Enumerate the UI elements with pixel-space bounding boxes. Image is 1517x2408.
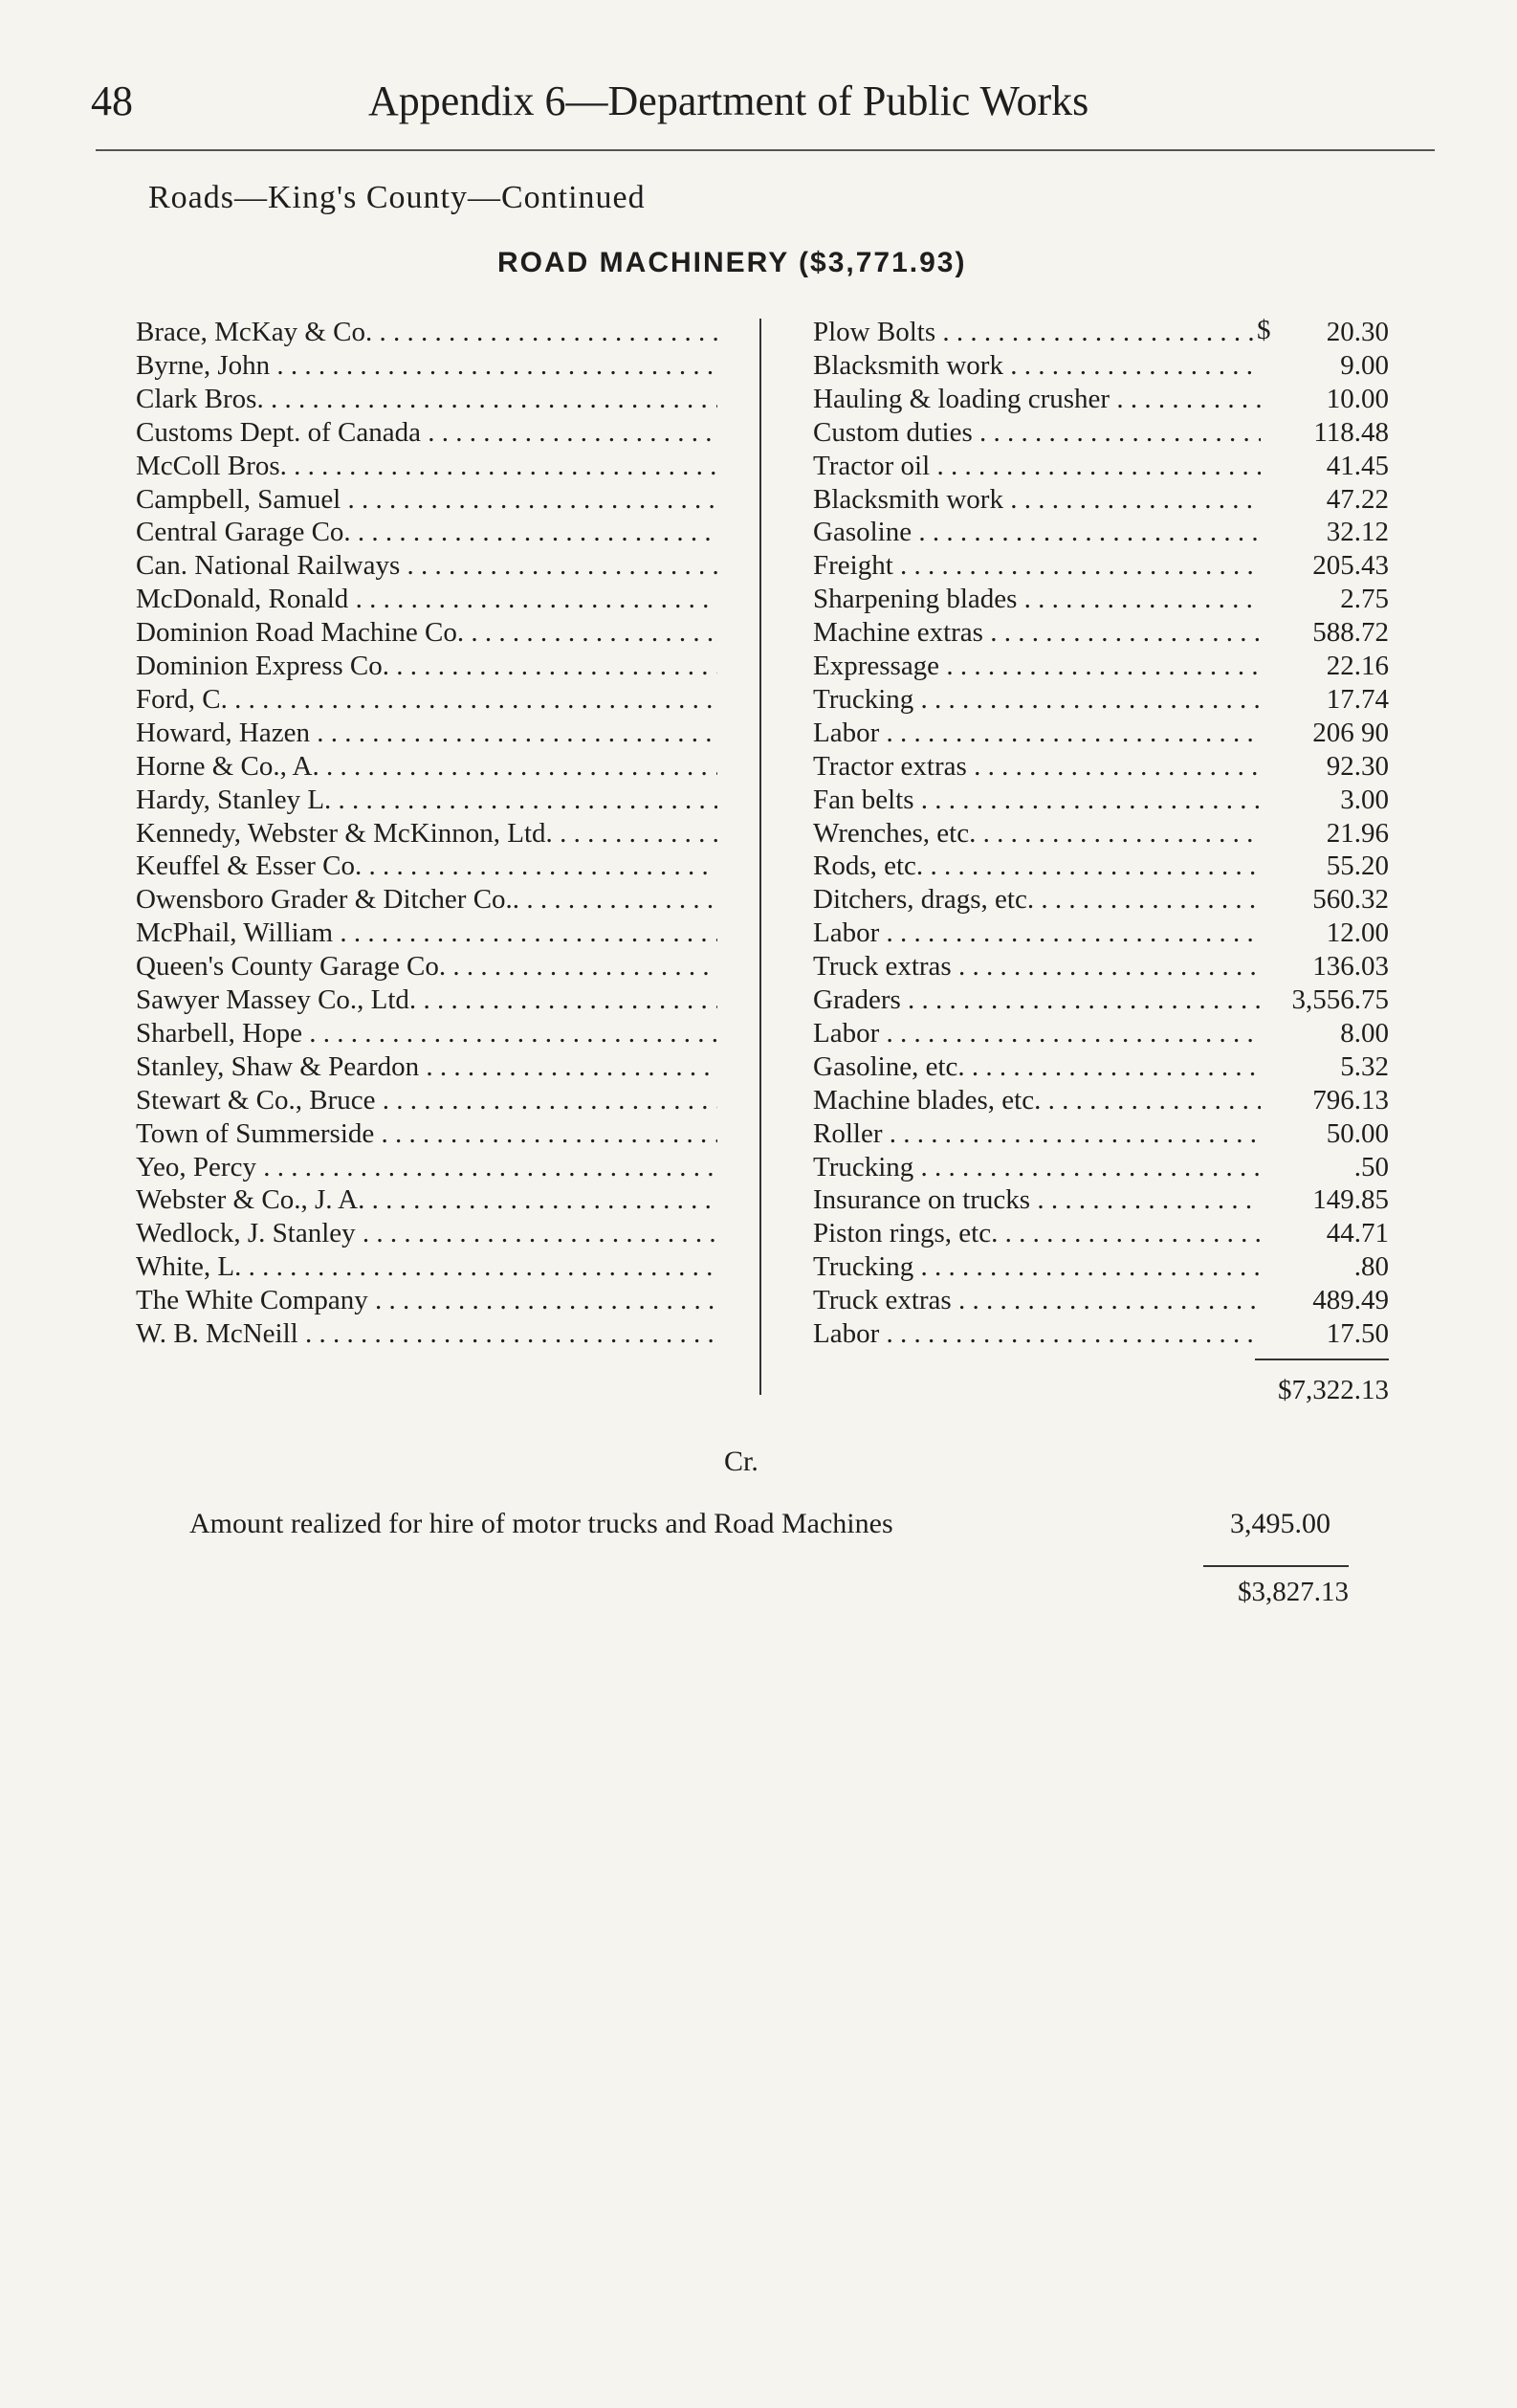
payee-row: Hardy, Stanley L. . . .	[136, 784, 717, 816]
expense-item-amount: 22.16	[1326, 651, 1389, 681]
expense-item-description: Labor . . .	[813, 717, 1261, 749]
expense-item-description: Plow Bolts . . .	[813, 316, 1261, 348]
expense-item-amount: 796.13	[1312, 1084, 1389, 1116]
expense-item-description: Labor . . .	[813, 1317, 1261, 1350]
credit-amount: 3,495.00	[1230, 1508, 1330, 1539]
payee-row: The White Company . . .	[136, 1284, 717, 1316]
expense-item-amount: 206 90	[1312, 717, 1389, 748]
payee-row: Can. National Railways . . .	[136, 549, 717, 582]
expense-item-description: Blacksmith work . . .	[813, 483, 1261, 516]
column-divider	[759, 319, 761, 1395]
expense-item-amount: 5.32	[1340, 1050, 1389, 1082]
expense-item-amount: 50.00	[1326, 1117, 1389, 1149]
subtotal-amount: $7,322.13	[1278, 1375, 1389, 1405]
payee-row: Stanley, Shaw & Peardon . . .	[136, 1050, 717, 1083]
expense-item-description: Rods, etc. . . .	[813, 850, 1261, 882]
expense-item-amount: 12.00	[1326, 917, 1389, 949]
expense-item-amount: 17.50	[1326, 1318, 1389, 1349]
expense-item-amount: 41.45	[1326, 450, 1389, 481]
expense-item-description: Trucking . . .	[813, 1151, 1261, 1183]
payee-row: Sawyer Massey Co., Ltd. . . .	[136, 983, 717, 1016]
payee-row: Brace, McKay & Co. . . .	[136, 316, 717, 348]
expense-item-description: Insurance on trucks . . .	[813, 1183, 1261, 1216]
expense-item-amount: 44.71	[1326, 1218, 1389, 1249]
expense-item-amount: 205.43	[1312, 550, 1389, 582]
payee-row: Wedlock, J. Stanley . . .	[136, 1217, 717, 1249]
expense-item-amount: 17.74	[1326, 683, 1389, 715]
expense-item-amount: 47.22	[1326, 483, 1389, 515]
header-rule	[96, 149, 1435, 151]
subtotal-rule	[1255, 1359, 1389, 1360]
section-subtitle: Roads—King's County—Continued	[148, 180, 646, 215]
expense-item-description: Piston rings, etc. . . .	[813, 1217, 1261, 1249]
expense-item-amount: 55.20	[1326, 851, 1389, 882]
expense-item-amount: 3,556.75	[1291, 984, 1389, 1015]
credit-label: Cr.	[724, 1446, 758, 1477]
expense-item-amount: 149.85	[1312, 1184, 1389, 1216]
expense-item-amount: 489.49	[1312, 1285, 1389, 1316]
expense-item-amount: 10.00	[1326, 383, 1389, 414]
payee-row: Sharbell, Hope . . .	[136, 1017, 717, 1049]
expense-item-description: Truck extras . . .	[813, 1284, 1261, 1316]
expense-item-description: Tractor extras . . .	[813, 750, 1261, 783]
road-machinery-heading: ROAD MACHINERY ($3,771.93)	[497, 247, 967, 278]
dollar-sign: $	[1257, 315, 1271, 345]
expense-item-description: Graders . . .	[813, 983, 1261, 1016]
payee-row: Campbell, Samuel . . .	[136, 483, 717, 516]
payee-row: McDonald, Ronald . . .	[136, 583, 717, 615]
expense-item-description: Labor . . .	[813, 917, 1261, 949]
expense-item-amount: .50	[1353, 1151, 1389, 1182]
payee-row: Dominion Express Co. . . .	[136, 650, 717, 682]
net-total-rule	[1203, 1565, 1349, 1567]
expense-item-description: Custom duties . . .	[813, 416, 1261, 449]
payee-row: Howard, Hazen . . .	[136, 717, 717, 749]
expense-item-description: Gasoline . . .	[813, 516, 1261, 548]
payee-row: Byrne, John . . .	[136, 349, 717, 382]
payee-row: W. B. McNeill . . .	[136, 1317, 717, 1350]
payee-row: Town of Summerside . . .	[136, 1117, 717, 1150]
expense-item-amount: 9.00	[1340, 349, 1389, 381]
expense-item-description: Labor . . .	[813, 1017, 1261, 1049]
expense-item-amount: 32.12	[1326, 517, 1389, 548]
expense-item-description: Freight . . .	[813, 549, 1261, 582]
payee-row: Central Garage Co. . . .	[136, 516, 717, 548]
payee-row: White, L. . . .	[136, 1250, 717, 1283]
expense-item-description: Trucking . . .	[813, 1250, 1261, 1283]
payee-row: McPhail, William . . .	[136, 917, 717, 949]
expense-item-description: Ditchers, drags, etc. . . .	[813, 883, 1261, 916]
page-number: 48	[91, 77, 133, 124]
expense-item-amount: 21.96	[1326, 817, 1389, 849]
expense-item-amount: 136.03	[1312, 951, 1389, 983]
expense-item-description: Sharpening blades . . .	[813, 583, 1261, 615]
expense-item-amount: 20.30	[1326, 317, 1389, 347]
page-header-title: Appendix 6—Department of Public Works	[368, 77, 1089, 124]
expense-item-amount: 2.75	[1340, 584, 1389, 615]
expense-item-amount: 3.00	[1340, 784, 1389, 815]
expense-item-description: Machine extras . . .	[813, 616, 1261, 649]
payee-row: Keuffel & Esser Co. . . .	[136, 850, 717, 882]
payee-row: Queen's County Garage Co. . . .	[136, 950, 717, 983]
expense-item-description: Expressage . . .	[813, 650, 1261, 682]
expense-item-amount: .80	[1353, 1251, 1389, 1283]
payee-row: Dominion Road Machine Co. . . .	[136, 616, 717, 649]
payee-row: Kennedy, Webster & McKinnon, Ltd. . . .	[136, 817, 717, 850]
expense-item-description: Fan belts . . .	[813, 784, 1261, 816]
payee-row: McColl Bros. . . .	[136, 450, 717, 482]
payee-row: Owensboro Grader & Ditcher Co.. . . .	[136, 883, 717, 916]
payee-row: Yeo, Percy . . .	[136, 1151, 717, 1183]
expense-item-description: Trucking . . .	[813, 683, 1261, 716]
expense-item-description: Wrenches, etc. . . .	[813, 817, 1261, 850]
expense-item-description: Truck extras . . .	[813, 950, 1261, 983]
expense-item-description: Gasoline, etc. . . .	[813, 1050, 1261, 1083]
expense-item-description: Roller . . .	[813, 1117, 1261, 1150]
expense-item-description: Tractor oil . . .	[813, 450, 1261, 482]
expense-item-description: Machine blades, etc. . . .	[813, 1084, 1261, 1116]
payee-row: Stewart & Co., Bruce . . .	[136, 1084, 717, 1116]
credit-description: Amount realized for hire of motor trucks and Road Machines	[189, 1508, 893, 1539]
payee-row: Webster & Co., J. A. . . .	[136, 1183, 717, 1216]
expense-item-amount: 118.48	[1313, 416, 1389, 448]
payee-row: Customs Dept. of Canada . . .	[136, 416, 717, 449]
expense-item-description: Blacksmith work . . .	[813, 349, 1261, 382]
net-total-amount: $3,827.13	[1238, 1577, 1349, 1607]
expense-item-amount: 8.00	[1340, 1017, 1389, 1049]
payee-row: Ford, C. . . .	[136, 683, 717, 716]
expense-item-amount: 588.72	[1312, 617, 1389, 649]
payee-row: Clark Bros. . . .	[136, 383, 717, 415]
expense-item-amount: 560.32	[1312, 884, 1389, 916]
payee-row: Horne & Co., A. . . .	[136, 750, 717, 783]
expense-item-description: Hauling & loading crusher . . .	[813, 383, 1261, 415]
expense-item-amount: 92.30	[1326, 750, 1389, 782]
